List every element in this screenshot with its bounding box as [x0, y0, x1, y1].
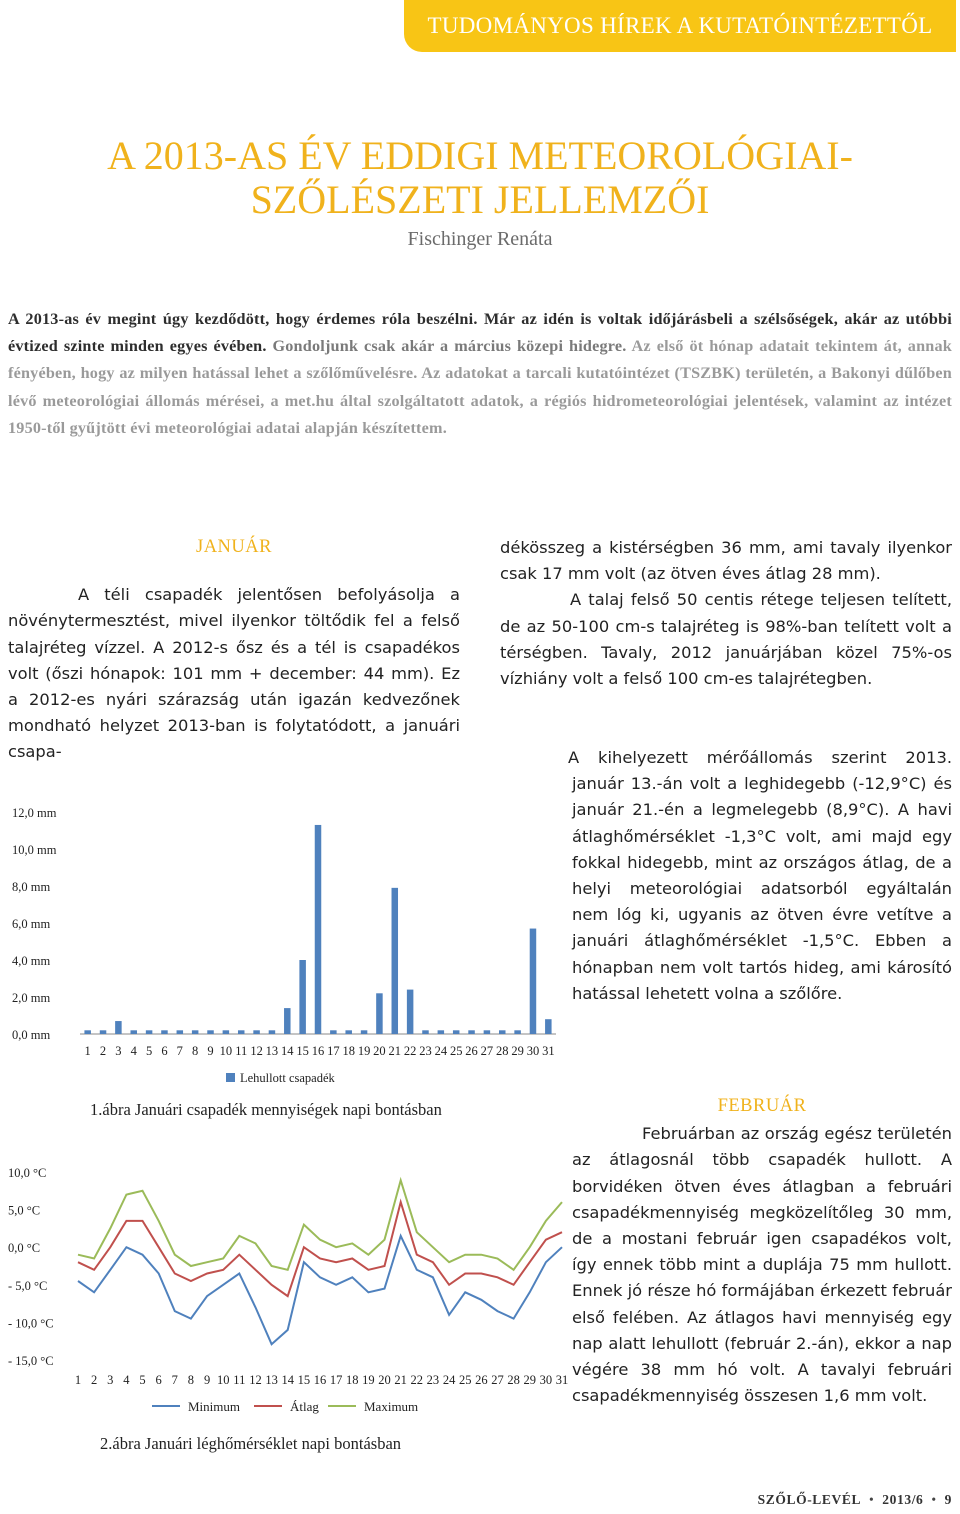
series-line-Minimum — [78, 1236, 562, 1344]
y-tick-label: - 15,0 °C — [8, 1354, 54, 1368]
x-tick-label: 9 — [207, 1044, 214, 1058]
precipitation-bar — [207, 1030, 214, 1034]
x-tick-label: 2 — [91, 1373, 98, 1387]
x-tick-label: 20 — [378, 1373, 391, 1387]
intro-part-c: Az első öt hónap adatait tekintem át, annak fényében, hogy az milyen hatással lehet a szőlőművelésre. — [8, 337, 952, 383]
figure-1-caption: 1.ábra Januári csapadék mennyiségek napi bontásban — [90, 1100, 442, 1119]
y-tick-label: 4,0 mm — [12, 954, 51, 968]
x-tick-label: 11 — [233, 1373, 246, 1387]
precipitation-bar-chart — [8, 796, 560, 1096]
page-footer: SZŐLŐ-LEVÉL • 2013/6 • 9 — [757, 1492, 952, 1507]
precipitation-bar — [253, 1030, 259, 1034]
x-tick-label: 10 — [219, 1044, 233, 1058]
january-paragraph-1: A téli csapadék jelentősen befolyásolja a növénytermesztést, mivel ilyenkor töltődik fel a felső talajréteg vízzel. A 2012-s ősz és a tél is csapadékos volt (őszi hónapok: 101 mm + december: 44 mm). Ez a 2012-es nyári szárazság után igazán kedvezőnek mondható helyzet 2013-ban is folytatódott, a januári csapa- — [8, 585, 460, 762]
y-tick-label: 6,0 mm — [12, 917, 51, 931]
x-tick-label: 3 — [115, 1044, 122, 1058]
intro-part-b: Gondoljunk csak akár a március közepi hidegre. — [266, 337, 627, 356]
precipitation-bar — [545, 1019, 552, 1034]
x-tick-label: 29 — [523, 1373, 536, 1387]
y-tick-label: 12,0 mm — [12, 806, 57, 820]
precipitation-bar — [130, 1030, 137, 1034]
precipitation-bar — [530, 929, 537, 1034]
article-title-line1: A 2013-AS ÉV EDDIGI METEOROLÓGIAI- — [107, 133, 853, 178]
x-tick-label: 8 — [192, 1044, 199, 1058]
precipitation-bar — [453, 1030, 460, 1034]
y-tick-label: 10,0 °C — [8, 1166, 47, 1180]
x-tick-label: 9 — [203, 1373, 211, 1387]
x-tick-label: 23 — [426, 1373, 440, 1387]
legend-label: Minimum — [188, 1399, 241, 1414]
january-paragraph-3: A kihelyezett mérőállomás szerint 2013. január 13.-án volt a leghidegebb (-12,9°C) és január 21.-én a legmelegebb (8,9°C). A havi átlaghőmérséklet -1,3°C volt, ami majd egy fokkal hidegebb, mint az országos átlag, de a helyi meteorológiai adatsorból egyáltalán nem lóg ki, ugyanis az ötven évre vetítve a januári átlaghőmérséklet -1,5°C. Ebben a hónapban nem volt tartós hideg, ami károsító hatással lehetett volna a szőlőre. — [568, 748, 952, 1003]
x-tick-label: 14 — [281, 1373, 294, 1387]
y-tick-label: 5,0 °C — [8, 1203, 41, 1218]
precipitation-bar — [407, 990, 414, 1034]
x-tick-label: 31 — [555, 1373, 569, 1387]
x-tick-label: 29 — [511, 1044, 524, 1058]
x-tick-label: 6 — [161, 1044, 168, 1058]
x-tick-label: 27 — [491, 1373, 504, 1387]
article-title — [0, 134, 960, 222]
x-tick-label: 16 — [313, 1373, 327, 1387]
footer-issue: 2013/6 — [882, 1492, 924, 1507]
january-heading: JANUÁR — [196, 537, 272, 557]
precipitation-bar — [468, 1030, 475, 1034]
precipitation-bar — [361, 1030, 368, 1034]
x-tick-label: 20 — [373, 1044, 386, 1058]
x-tick-label: 7 — [176, 1044, 183, 1058]
x-tick-label: 26 — [475, 1373, 488, 1387]
footer-magazine: SZŐLŐ-LEVÉL — [757, 1492, 862, 1507]
precipitation-bar — [514, 1030, 521, 1034]
x-tick-label: 28 — [507, 1373, 520, 1387]
x-tick-label: 5 — [139, 1373, 146, 1387]
series-line-Átlag — [78, 1202, 562, 1296]
section-banner: TUDOMÁNYOS HÍREK A KUTATÓINTÉZETTŐL — [404, 0, 956, 52]
precipitation-bar — [269, 1030, 276, 1034]
x-tick-label: 16 — [311, 1044, 325, 1058]
precipitation-bar — [392, 888, 399, 1034]
legend-swatch — [226, 1073, 235, 1082]
x-tick-label: 21 — [388, 1044, 402, 1058]
precipitation-bar — [376, 993, 383, 1034]
x-tick-label: 14 — [281, 1044, 294, 1058]
precipitation-bar — [330, 1030, 337, 1034]
precipitation-bar — [84, 1030, 91, 1034]
february-heading: FEBRUÁR — [717, 1096, 807, 1116]
x-tick-label: 17 — [329, 1373, 343, 1387]
precipitation-bar — [177, 1030, 184, 1034]
intro-part-a: A 2013-as év megint úgy kezdődött, hogy érdemes róla beszélni. Már az idén is voltak időjárásbeli a szélsőségek, akár az utóbbi évtized szinte minden egyes évében. — [8, 310, 952, 356]
x-tick-label: 25 — [458, 1373, 472, 1387]
january-left-column — [8, 534, 460, 766]
precipitation-bar — [315, 825, 322, 1034]
x-tick-label: 1 — [74, 1373, 82, 1387]
january-paragraph-2: A talaj felső 50 centis rétege teljesen telített, de az 50-100 cm-s talajréteg is 98%-ban telített volt a térségben. Tavaly, 2012 januárjában közel 75%-os vízhiány volt a felső 100 cm-es talajrétegben. — [500, 590, 952, 689]
january-paragraph-3-block — [568, 745, 952, 1007]
precipitation-bar — [223, 1030, 230, 1034]
x-tick-label: 24 — [442, 1373, 456, 1387]
x-tick-label: 4 — [130, 1044, 137, 1058]
x-tick-label: 31 — [542, 1044, 555, 1058]
february-paragraph-1: Februárban az ország egész területén az átlagosnál több csapadék hullott. A borvidéken ötven éves átlagban a februári csapadékmennyiség megközelítőleg 30 mm, de a mostani február igen csapadékos volt, így ennek több mint a duplája 75 mm hullott. Ennek jó része hó formájában érkezett február első felében. Az átlagos havi mennyiség egy nap alatt lehullott (február 2.-án), ekkor a nap végére 38 mm hó volt. A tavalyi februári csapadékmennyiség összesen 1,6 mm volt. — [572, 1124, 952, 1406]
x-tick-label: 19 — [357, 1044, 371, 1058]
footer-page: 9 — [944, 1492, 952, 1507]
temperature-line-chart — [0, 1160, 572, 1420]
x-tick-label: 10 — [216, 1373, 230, 1387]
precipitation-bar — [115, 1021, 122, 1034]
article-intro — [8, 306, 952, 442]
y-tick-label: 0,0 °C — [8, 1241, 41, 1256]
x-tick-label: 25 — [449, 1044, 463, 1058]
figure-2-caption: 2.ábra Januári léghőmérséklet napi bontásban — [100, 1434, 402, 1453]
x-tick-label: 24 — [434, 1044, 448, 1058]
precipitation-bar — [161, 1030, 168, 1034]
series-line-Maximum — [78, 1180, 562, 1270]
precipitation-bar — [484, 1030, 491, 1034]
x-tick-label: 15 — [297, 1373, 311, 1387]
february-column — [572, 1093, 952, 1409]
y-tick-label: 8,0 mm — [12, 880, 51, 894]
x-tick-label: 4 — [123, 1373, 130, 1387]
x-tick-label: 12 — [250, 1044, 263, 1058]
x-tick-label: 11 — [235, 1044, 248, 1058]
precipitation-bar — [422, 1030, 429, 1034]
precipitation-bar — [146, 1030, 153, 1034]
y-tick-label: - 10,0 °C — [8, 1316, 54, 1331]
x-tick-label: 5 — [145, 1044, 153, 1058]
legend-label: Maximum — [364, 1399, 419, 1414]
y-tick-label: - 5,0 °C — [8, 1278, 48, 1293]
precipitation-bar — [192, 1030, 199, 1034]
x-tick-label: 30 — [526, 1044, 540, 1058]
precipitation-bar — [499, 1030, 506, 1034]
x-tick-label: 28 — [496, 1044, 509, 1058]
january-right-column — [500, 535, 952, 692]
x-tick-label: 6 — [155, 1373, 162, 1387]
y-tick-label: 0,0 mm — [12, 1028, 51, 1042]
x-tick-label: 12 — [249, 1373, 262, 1387]
y-tick-label: 10,0 mm — [12, 843, 57, 857]
x-tick-label: 18 — [342, 1044, 355, 1058]
x-tick-label: 21 — [394, 1373, 407, 1387]
intro-part-d: Az adatokat a tarcali kutatóintézet (TSZBK) területén, a Bakonyi dűlőben lévő meteorológiai állomás mérései, a met.hu által szolgáltatott adatok, a régiós hidrometeorológiai jelentések, valamint az intézet 1950-től gyűjtött évi meteorológiai adatai alapján készítettem. — [8, 364, 953, 437]
precipitation-bar — [238, 1030, 245, 1034]
legend-label: Átlag — [290, 1399, 319, 1414]
x-tick-label: 3 — [107, 1373, 114, 1387]
article-author: Fischinger Renáta — [407, 228, 553, 250]
x-tick-label: 17 — [327, 1044, 340, 1058]
x-tick-label: 23 — [419, 1044, 432, 1058]
x-tick-label: 15 — [296, 1044, 309, 1058]
precipitation-bar — [100, 1030, 107, 1034]
x-tick-label: 27 — [480, 1044, 494, 1058]
x-tick-label: 2 — [99, 1044, 107, 1058]
x-tick-label: 26 — [465, 1044, 478, 1058]
legend-label: Lehullott csapadék — [240, 1071, 335, 1085]
precipitation-bar — [284, 1008, 291, 1034]
january-paragraph-1-continued: dékösszeg a kistérségben 36 mm, ami tavaly ilyenkor csak 17 mm volt (az ötven éves átlag 28 mm). — [500, 538, 952, 584]
precipitation-bar — [299, 960, 306, 1034]
x-tick-label: 18 — [346, 1373, 359, 1387]
x-tick-label: 22 — [403, 1044, 417, 1058]
x-tick-label: 13 — [265, 1373, 278, 1387]
x-tick-label: 7 — [171, 1373, 178, 1387]
y-tick-label: 2,0 mm — [12, 991, 51, 1005]
x-tick-label: 1 — [84, 1044, 91, 1058]
x-tick-label: 22 — [410, 1373, 424, 1387]
precipitation-bar — [438, 1030, 445, 1034]
x-tick-label: 13 — [265, 1044, 279, 1058]
precipitation-bar — [345, 1030, 352, 1034]
article-title-line2: SZŐLÉSZETI JELLEMZŐI — [250, 177, 710, 222]
x-tick-label: 30 — [539, 1373, 553, 1387]
x-tick-label: 8 — [187, 1373, 195, 1387]
x-tick-label: 19 — [362, 1373, 375, 1387]
